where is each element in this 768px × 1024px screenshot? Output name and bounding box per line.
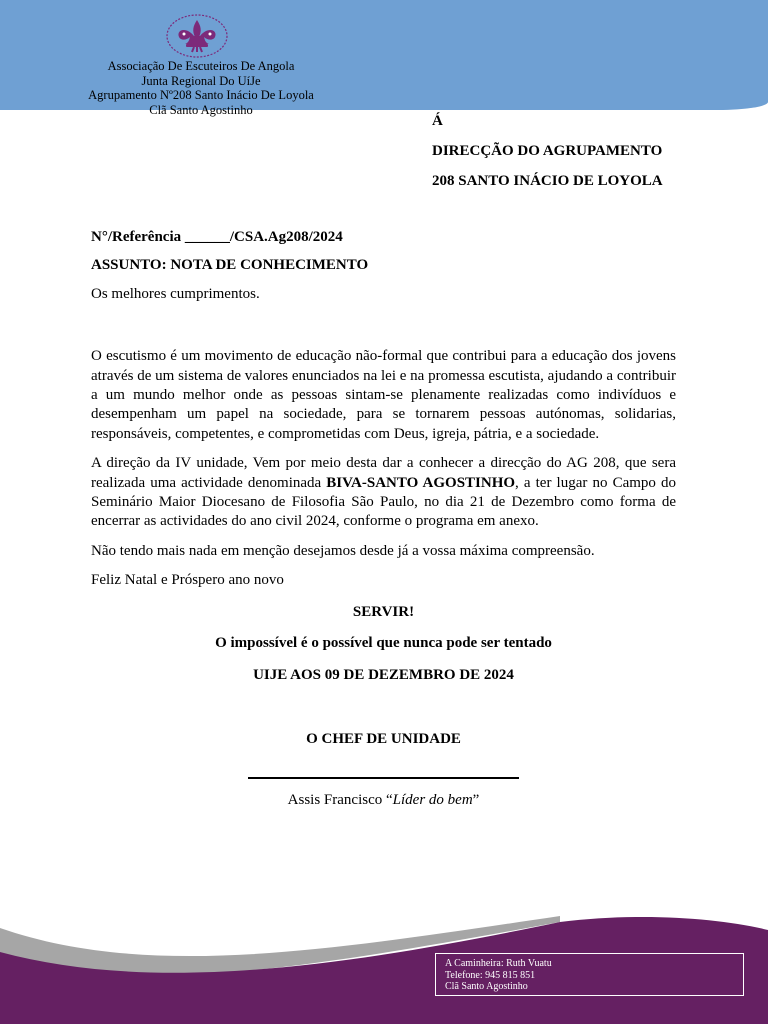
recipient-line-2: DIRECÇÃO DO AGRUPAMENTO [432, 143, 663, 159]
contact-phone: Telefone: 945 815 851 [445, 969, 536, 981]
fleur-de-lis-emblem-icon [164, 12, 230, 60]
paragraph-activity-end: , a ter lugar no Campo do Seminário Maior Diocesano de Filosofia São Paulo, no dia 21 de Dezembro como forma de encerrar as actividades do ano civil 2024, conforme o programa em anexo. [91, 474, 676, 530]
recipient-line-3: 208 SANTO INÁCIO DE LOYOLA [432, 173, 663, 189]
paragraph-closing: Não tendo mais nada em menção desejamos desde já a vossa máxima compreensão. [91, 542, 595, 559]
paragraph-activity-start: A direção da IV unidade, Vem por meio desta dar a conhecer a direcção do AG 208, que sera realizada uma actividade denominada [91, 455, 676, 491]
paragraph-activity [91, 454, 676, 532]
signatory-nickname: Líder do bem [392, 792, 473, 809]
org-line-clan: Clã Santo Agostinho [149, 102, 253, 117]
contact-name: A Caminheira: Ruth Vuatu [445, 958, 552, 969]
motto: SERVIR! [352, 603, 415, 620]
greeting: Os melhores cumprimentos. [91, 285, 260, 302]
signature-line [248, 757, 519, 779]
signatory-close-quote: ” [472, 792, 480, 809]
recipient-block [432, 112, 682, 202]
contact-box [435, 953, 744, 996]
quote: O impossível é o possível que nunca pode ser tentado [215, 635, 552, 652]
subject-line: ASSUNTO: NOTA DE CONHECIMENTO [91, 257, 369, 274]
season-greeting: Feliz Natal e Próspero ano novo [91, 572, 284, 589]
reference-line: N°/Referência ______/CSA.Ag208/2024 [91, 229, 343, 245]
signatory-title: O CHEF DE UNIDADE [306, 730, 461, 747]
place-date: UIJE AOS 09 DE DEZEMBRO DE 2024 [253, 666, 514, 683]
recipient-line-1: Á [432, 113, 443, 129]
paragraph-scouting: O escutismo é um movimento de educação não-formal que contribui para a educação dos jovens através de um sistema de valores enunciados na lei e na promessa escutista, ajudando a contribuir a um mundo melhor onde as pessoas sintam-se plenamente realizadas como indivíduos e desempenham um papel na sociedade, para se tornarem pessoas autónomas, solidarias, responsáveis, competentes, e comprometidas com Deus, igreja, pátria, e a sociedade. [91, 348, 676, 442]
org-line-regional-board: Junta Regional Do UíJe [141, 73, 261, 88]
organization-header [60, 59, 342, 117]
letter-body [91, 228, 676, 811]
contact-clan: Clã Santo Agostinho [445, 981, 528, 993]
org-line-association: Associação De Escuteiros De Angola [107, 59, 295, 73]
signatory-name: Assis Francisco “ [287, 792, 393, 809]
signatory-name-line [91, 791, 676, 810]
org-line-group: Agrupamento Nº208 Santo Inácio De Loyola [88, 88, 314, 103]
activity-name: BIVA-SANTO AGOSTINHO [326, 474, 516, 491]
